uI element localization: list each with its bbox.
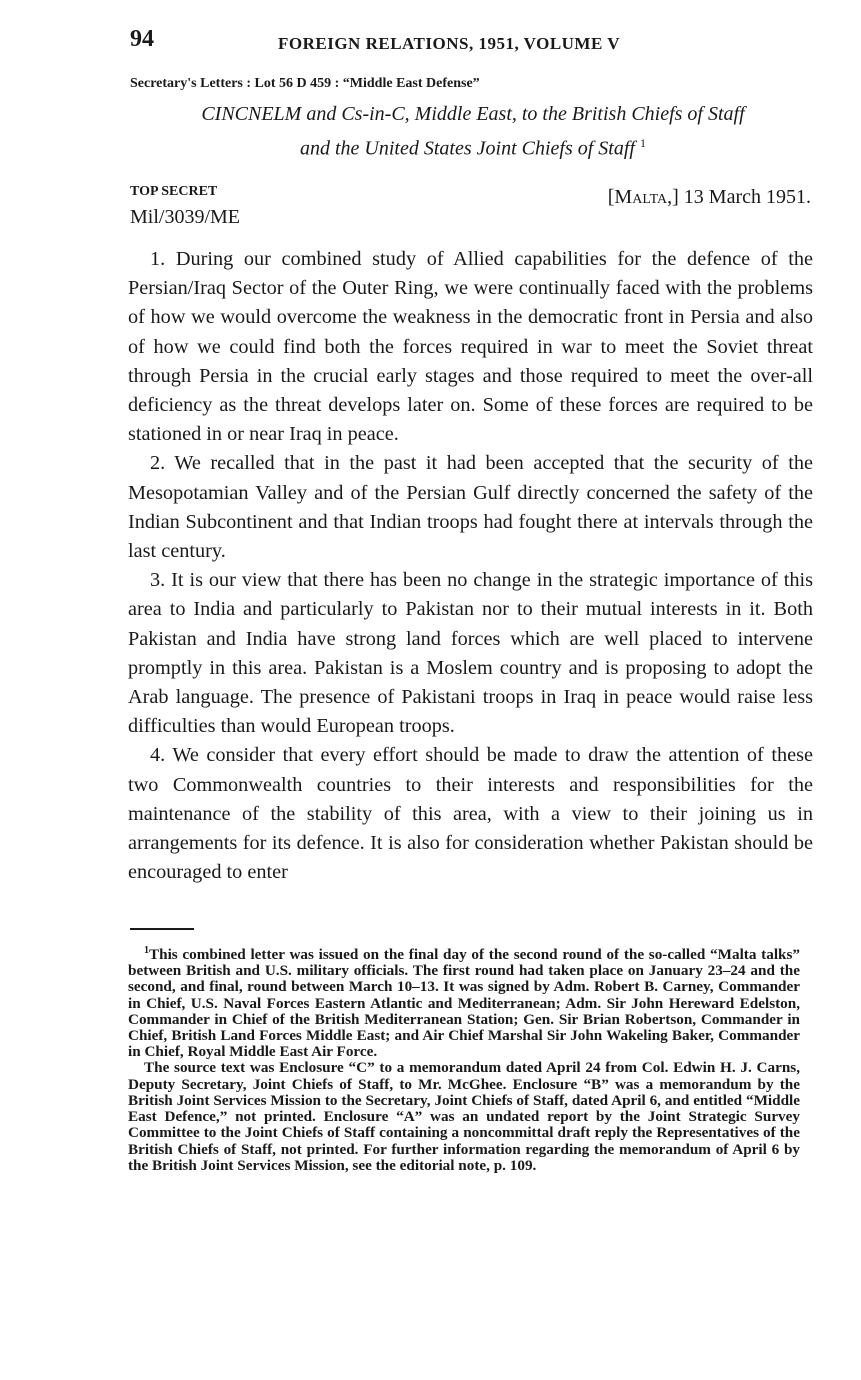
footnote-marker: 1: [144, 945, 149, 956]
heading-line-1: CINCNELM and Cs-in-C, Middle East, to the British Chiefs of Staff: [201, 103, 745, 125]
place: Malta: [614, 186, 668, 208]
source-citation: Secretary's Letters : Lot 56 D 459 : “Middle East Defense”: [130, 76, 480, 91]
footnote-1-continued: The source text was Enclosure “C” to a memorandum dated April 24 from Col. Edwin H. J. Carns, Deputy Secretary, Joint Chiefs of Staff, to Mr. McGhee. Enclosure “B” was a memorandum by the British Joint Services Mission to the Secretary, Joint Chiefs of Staff, dated April 6, and entitled “Middle East Defence,” not printed. Enclosure “A” was an undated report by the Joint Strategic Survey Committee to the Joint Chiefs of Staff containing a noncommittal draft reply the Representatives of the British Chiefs of Staff, not printed. For further information regarding the memorandum of April 6 by the British Joint Services Mission, see the editorial note, p. 109.: [128, 1059, 800, 1174]
classification-label: TOP SECRET: [130, 184, 218, 199]
heading-line-2: [128, 129, 818, 164]
paragraph-2: 2. We recalled that in the past it had been accepted that the security of the Mesopotamian Valley and of the Persian Gulf directly concerned the safety of the Indian Subcontinent and that Indian troops had fought there at intervals through the last century.: [128, 452, 813, 563]
document-heading: [128, 100, 818, 164]
heading-line-2-text: and the United States Joint Chiefs of Staff: [300, 137, 635, 160]
footnote-divider: [130, 928, 194, 930]
reference-number: Mil/3039/ME: [130, 206, 241, 228]
letter-body: [128, 245, 813, 887]
running-title: FOREIGN RELATIONS, 1951, VOLUME V: [278, 34, 621, 53]
paragraph-3: 3. It is our view that there has been no change in the strategic importance of this area to India and particularly to Pakistan nor to their mutual interests in it. Both Pakistan and India have strong land forces which are well placed to intervene promptly in this area. Pakistan is a Moslem country and is proposing to adopt the Arab language. The presence of Pakistani troops in Iraq in peace would raise less difficulties than would European troops.: [128, 569, 813, 738]
footnote-1-text: This combined letter was issued on the final day of the second round of the so-called “Malta talks” between British and U.S. military officials. The first round had taken place on January 23–24 and the second, and final, round between March 10–13. It was signed by Adm. Robert B. Carney, Commander in Chief, U.S. Naval Forces Eastern Atlantic and Mediterranean; Adm. Sir John Hereward Edelston, Commander in Chief of the British Mediterranean Station; Gen. Sir Brian Robertson, Commander in Chief, British Land Forces Middle East; and Air Chief Marshal Sir John Wakeling Baker, Commander in Chief, Royal Middle East Air Force.: [128, 946, 800, 1061]
paragraph-1: 1. During our combined study of Allied capabilities for the defence of the Persian/Iraq Sector of the Outer Ring, we were continually faced with the problems of how we would overcome the weakness in the democratic front in Persia and also of how we could find both the forces required in war to meet the Soviet threat through Persia in the crucial early stages and those required to meet the over-all deficiency as the threat develops later on. Some of these forces are required to be stationed in or near Iraq in peace.: [128, 248, 813, 446]
place-prefix: [: [607, 186, 615, 208]
heading-footnote-marker[interactable]: 1: [639, 136, 646, 150]
place-and-date: [608, 186, 811, 209]
paragraph-4: 4. We consider that every effort should be made to draw the attention of these two Commonwealth countries to their interests and responsibilities for the maintenance of the stability of this area, with a view to their joining us in arrangements for its defence. It is also for consideration whether Pakistan should be encouraged to enter: [128, 744, 813, 884]
footnote-1: [128, 943, 800, 1060]
place-suffix: ,]: [667, 186, 679, 208]
footnotes: [128, 943, 800, 1174]
page-number: 94: [130, 26, 154, 52]
running-header: [130, 26, 815, 66]
date: 13 March 1951.: [683, 186, 811, 208]
